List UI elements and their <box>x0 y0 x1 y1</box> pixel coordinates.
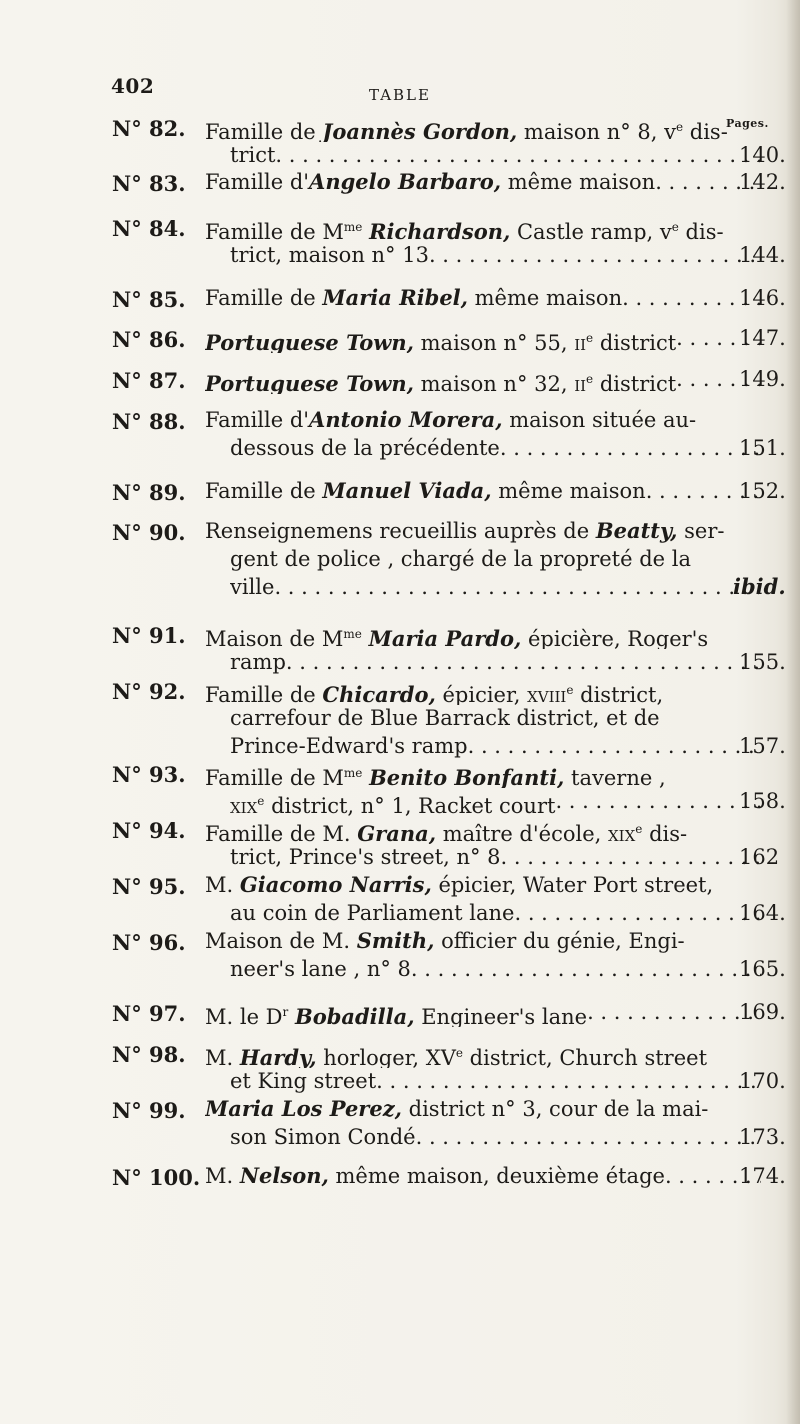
entry-line: Maison de $M^{me}$ Maria Pardo, épicière, Roger's <box>205 626 709 649</box>
leader-dots <box>501 842 761 872</box>
leader-dots <box>555 786 761 816</box>
entry-line: Famille de $M^{me}$ Benito Bonfanti, taverne , <box>205 765 666 788</box>
entry-line: trict . . . <box>230 140 761 170</box>
entry-number: N° 89. <box>112 480 186 505</box>
page-reference: 157. <box>739 734 786 758</box>
entry-number: N° 88. <box>112 409 186 434</box>
entry-line: Maison de M. Smith, officier du génie, Engi- <box>205 928 685 953</box>
leader-dots <box>468 731 761 761</box>
entry-line: Famille d'Angelo Barbaro, même maison . . . <box>205 167 761 197</box>
page-reference: ibid. <box>733 574 786 599</box>
entry-line: Famille de $M^{me}$ Richardson, Castle ramp, $v^e$ dis- <box>205 219 724 242</box>
entry-line: Famille de Joannès Gordon, maison n° 8, $v^e$ dis- <box>205 119 728 142</box>
entry-line: M. le $D^r$ Bobadilla, Engineer's lane . . . <box>205 997 761 1027</box>
page-reference: 158. <box>739 789 786 813</box>
entry-line: trict, maison n° 13 . . . <box>230 240 761 270</box>
entry-number: N° 98. <box>112 1042 186 1067</box>
entry-line: Renseignemens recueillis auprès de Beatty, ser- <box>205 518 725 543</box>
entry-number: N° 100. <box>112 1165 201 1190</box>
entry-number: N° 90. <box>112 520 186 545</box>
entry-number: N° 85. <box>112 287 186 312</box>
entry-line: dessous de la précédente . . . <box>230 433 761 463</box>
leader-dots <box>500 433 761 463</box>
entry-number: N° 93. <box>112 762 186 787</box>
page-reference: 142. <box>739 170 786 194</box>
entry-number: N° 97. <box>112 1001 186 1026</box>
entry-number: N° 99. <box>112 1098 186 1123</box>
page-reference: 147. <box>739 326 786 350</box>
page-reference: 155. <box>739 650 786 674</box>
leader-dots <box>416 1122 761 1152</box>
page-reference: 151. <box>739 436 786 460</box>
page-reference: 140. <box>739 143 786 167</box>
entry-number: N° 94. <box>112 818 186 843</box>
page-reference: 152. <box>739 479 786 503</box>
leader-dots <box>429 240 761 270</box>
entry-line: neer's lane , n° 8 . . . <box>230 954 761 984</box>
entry-line: ville . . . <box>230 572 761 602</box>
page-reference: 146. <box>739 286 786 310</box>
page-reference: 169. <box>739 1000 786 1024</box>
entry-line: Famille de Manuel Viada, même maison . . . <box>205 476 761 506</box>
entry-line: au coin de Parliament lane . . . <box>230 898 761 928</box>
page-reference: 173. <box>739 1125 786 1149</box>
page-reference: 174. <box>739 1164 786 1188</box>
entry-line: M. Giacomo Narris, épicier, Water Port street, <box>205 872 714 897</box>
entry-number: N° 83. <box>112 171 186 196</box>
page-number: 402 <box>111 74 155 98</box>
leader-dots <box>514 898 761 928</box>
page-reference: 165. <box>739 957 786 981</box>
entry-number: N° 82. <box>112 116 186 141</box>
entry-line: Portuguese Town, maison n° 55, IIe district . . . <box>205 323 761 353</box>
entry-line: Famille de M. Grana, maître d'école, XIXe dis- <box>205 821 688 844</box>
entry-line: ramp . . . <box>230 647 761 677</box>
entry-number: N° 96. <box>112 930 186 955</box>
entry-line: son Simon Condé . . . <box>230 1122 761 1152</box>
entry-number: N° 95. <box>112 874 186 899</box>
page-edge-shadow <box>786 0 800 1424</box>
entry-line: Famille d'Antonio Morera, maison située au- <box>205 407 697 432</box>
entry-line: XIXe district, n° 1, Racket court . . . <box>230 786 761 816</box>
entry-line: Prince-Edward's ramp . . . <box>230 731 761 761</box>
leader-dots <box>274 572 761 602</box>
entry-number: N° 92. <box>112 679 186 704</box>
entry-line: Famille de Chicardo, épicier, XVIIIe district, <box>205 682 664 705</box>
entry-number: N° 91. <box>112 623 186 648</box>
running-head: TABLE <box>369 86 431 104</box>
pages-column-label: Pages. <box>726 117 769 130</box>
entry-line: Famille de Maria Ribel, même maison . . . <box>205 283 761 313</box>
entry-line: trict, Prince's street, n° 8 . . . <box>230 842 761 872</box>
leader-dots <box>376 1066 761 1096</box>
entry-line: M. Nelson, même maison, deuxième étage . . . <box>205 1161 761 1191</box>
entry-number: N° 86. <box>112 327 186 352</box>
leader-dots <box>587 997 761 1027</box>
entry-line: Portuguese Town, maison n° 32, IIe district . . . <box>205 364 761 394</box>
entry-number: N° 87. <box>112 368 186 393</box>
leader-dots <box>275 140 761 170</box>
entry-number: N° 84. <box>112 216 186 241</box>
entry-line: Maria Los Perez, district n° 3, cour de la mai- <box>205 1096 709 1121</box>
entry-line: gent de police , chargé de la propreté de la <box>230 547 691 571</box>
page-reference: 170. <box>739 1069 786 1093</box>
page-reference: 149. <box>739 367 786 391</box>
page-reference: 164. <box>739 901 786 925</box>
entry-line: M. Hardy, horloger, XVe district, Church street <box>205 1045 708 1068</box>
entry-line: carrefour de Blue Barrack district, et de <box>230 706 660 730</box>
entry-line: et King street . . . <box>230 1066 761 1096</box>
page-reference: 144. <box>739 243 786 267</box>
leader-dots <box>286 647 761 677</box>
page-reference: 162 <box>739 845 780 869</box>
leader-dots <box>411 954 761 984</box>
